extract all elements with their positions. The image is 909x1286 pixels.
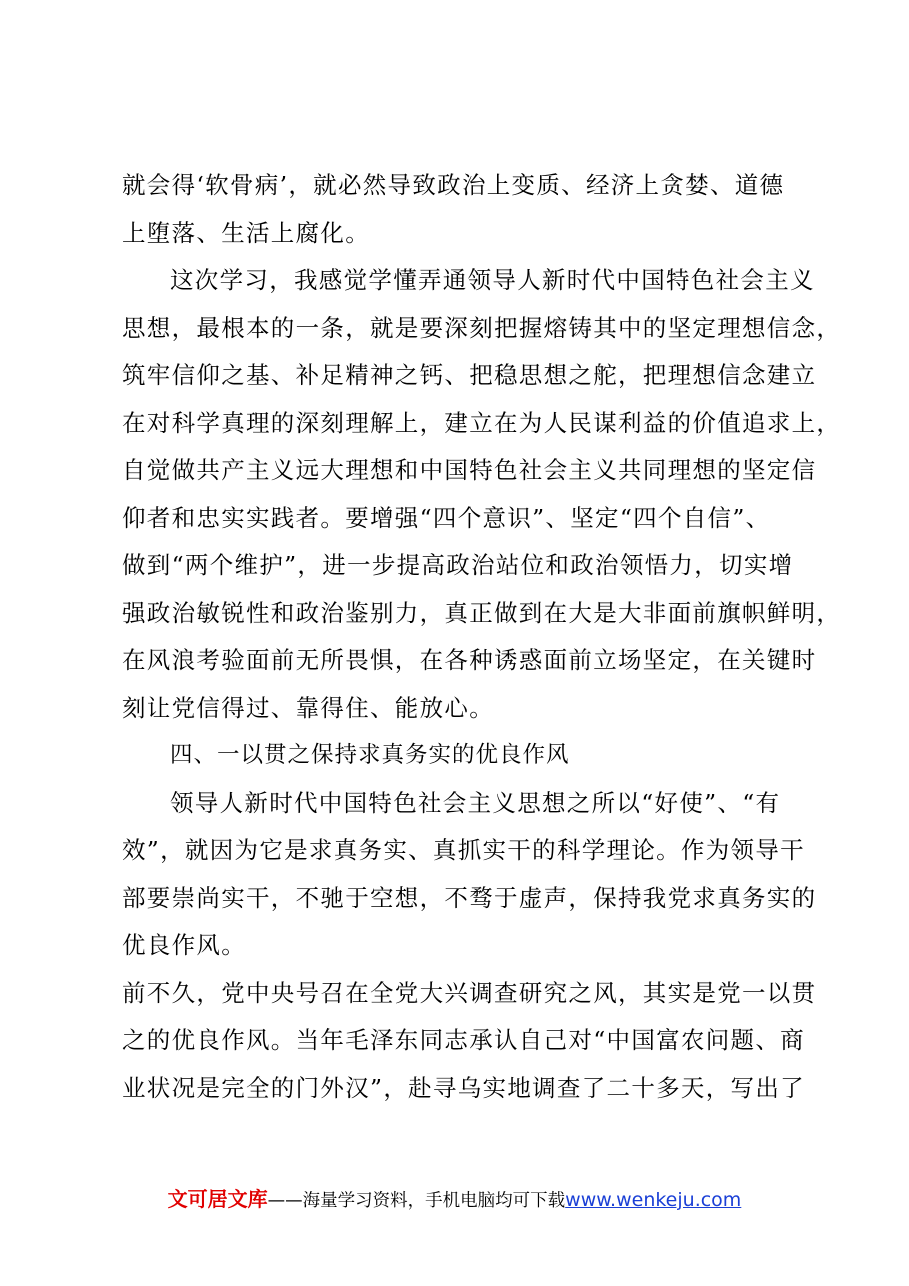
body-line: 强政治敏锐性和政治鉴别力，真正做到在大是大非面前旗帜鲜明， [122,598,842,627]
footer-tagline: ——海量学习资料，手机电脑均可下载 [267,1191,566,1211]
paragraph-start-line: 领导人新时代中国特色社会主义思想之所以“好使”、“有 [170,788,781,817]
paragraph-start-line: 这次学习，我感觉学懂弄通领导人新时代中国特色社会主义 [170,266,815,294]
body-line: 做到“两个维护”，进一步提高政治站位和政治领悟力，切实增 [122,551,794,579]
body-line: 业状况是完全的门外汉”，赴寻乌实地调查了二十多天，写出了 [122,1073,805,1102]
body-line: 筑牢信仰之基、补足精神之钙、把稳思想之舵，把理想信念建立 [122,361,817,389]
document-body [122,162,842,1112]
section-heading: 四、一以贯之保持求真务实的优良作风 [170,742,570,768]
body-line: 在风浪考验面前无所畏惧，在各种诱惑面前立场坚定，在关键时 [122,646,817,674]
paragraph-start-line: 前不久，党中央号召在全党大兴调查研究之风，其实是党一以贯 [122,978,817,1007]
body-line: 刻让党信得过、靠得住、能放心。 [122,693,494,722]
body-line: 就会得‘软骨病’，就必然导致政治上变质、经济上贪婪、道德 [122,171,785,199]
body-line: 自觉做共产主义远大理想和中国特色社会主义共同理想的坚定信 [122,456,817,484]
body-line: 部要崇尚实干，不驰于空想，不骛于虚声，保持我党求真务实的 [122,883,817,912]
body-line: 之的优良作风。当年毛泽东同志承认自己对“中国富农问题、商 [122,1026,805,1054]
body-line: 思想，最根本的一条，就是要深刻把握熔铸其中的坚定理想信念， [122,313,842,342]
body-line: 在对科学真理的深刻理解上，建立在为人民谋利益的价值追求上， [122,408,842,437]
body-line: 仰者和忠实实践者。要增强“四个意识”、坚定“四个自信”、 [122,503,771,532]
body-line: 效”，就因为它是求真务实、真抓实干的科学理论。作为领导干 [122,836,805,864]
footer-brand: 文可居文库 [167,1187,268,1211]
body-line: 上堕落、生活上腐化。 [122,218,370,247]
footer-website-link[interactable]: www.wenkeju.com [565,1189,742,1211]
footer-banner [0,1183,909,1212]
body-line: 优良作风。 [122,931,246,959]
